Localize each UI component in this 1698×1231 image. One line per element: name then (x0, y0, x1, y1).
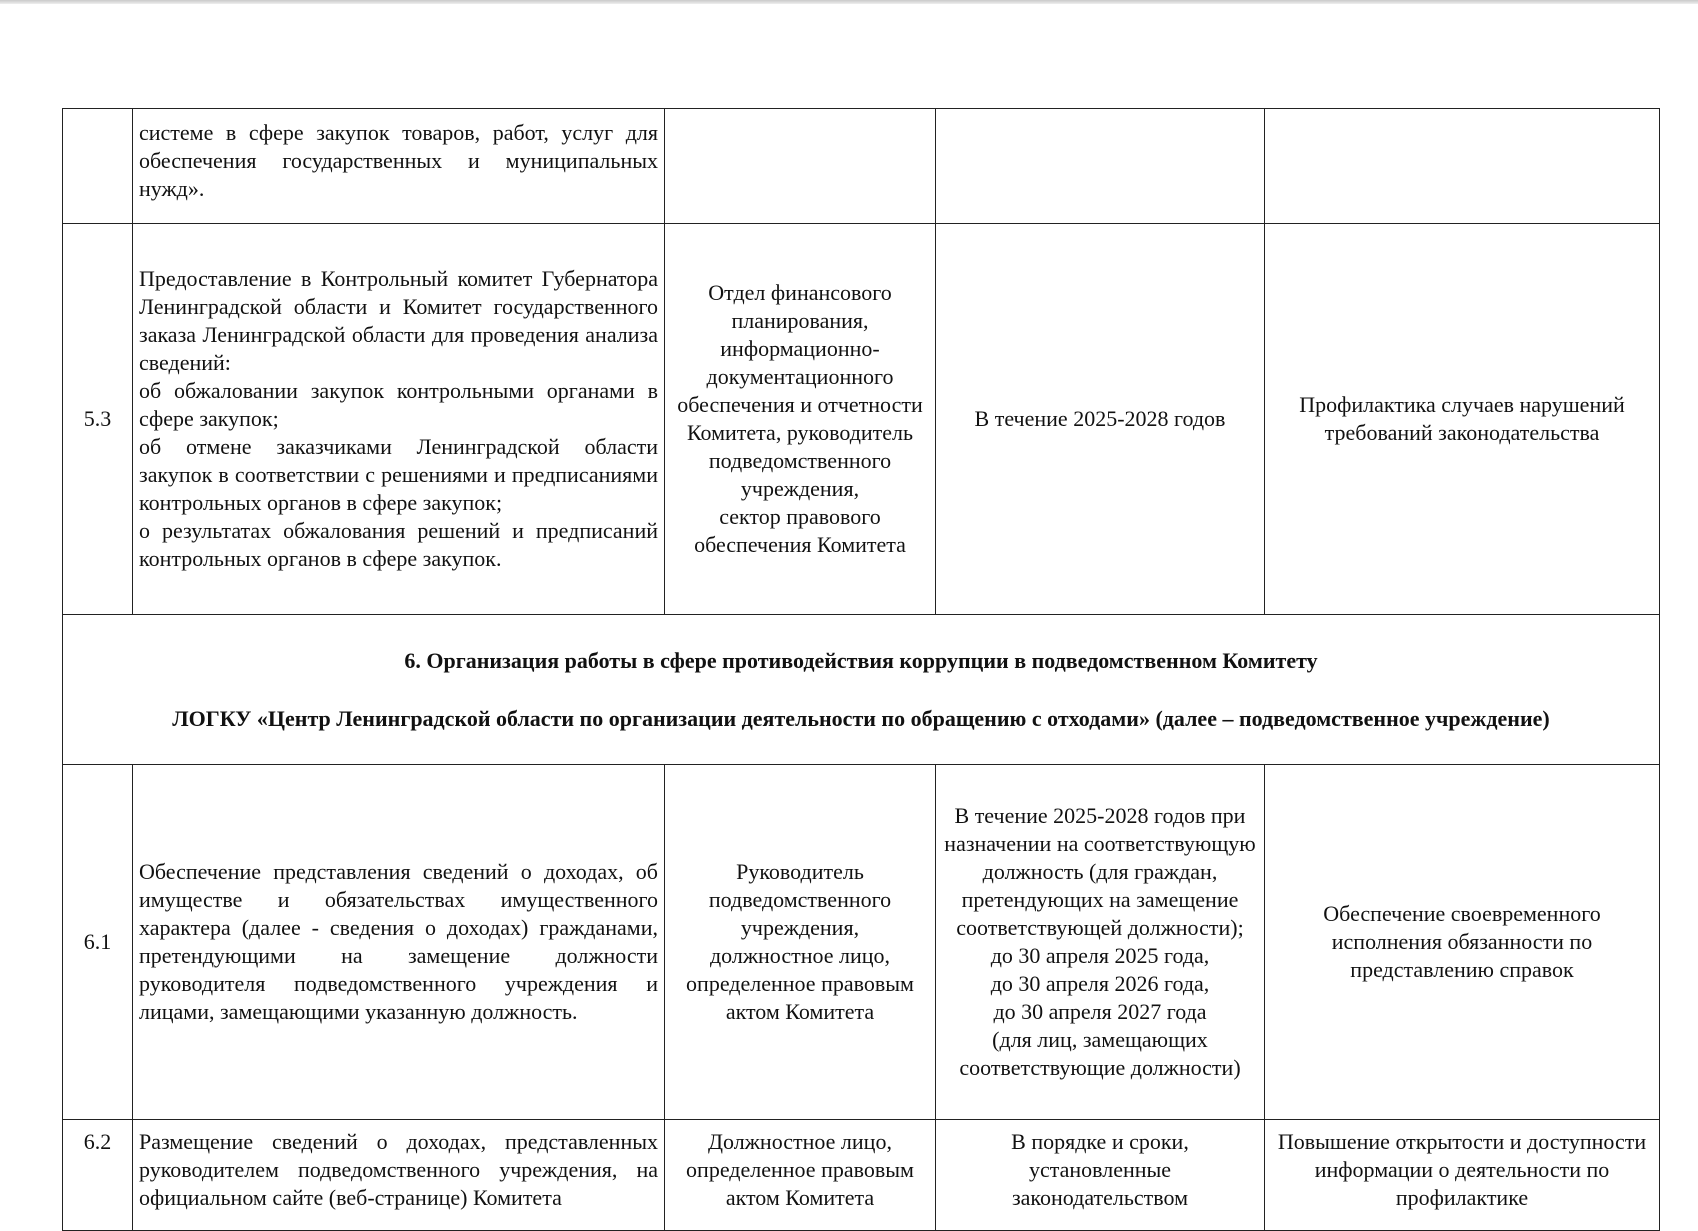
section-heading-line-2: ЛОГКУ «Центр Ленинградской области по организации деятельности по обращению с отходами» (далее – подведомственное учреждение) (172, 706, 1550, 731)
table-row-5-3 (63, 224, 1660, 615)
result-cell: Повышение открытости и доступности информации о деятельности по профилактике (1265, 1120, 1660, 1231)
section-heading-line-1: 6. Организация работы в сфере противодействия коррупции в подведомственном Комитету (404, 648, 1318, 673)
responsible-cell: Должностное лицо, определенное правовым актом Комитета (665, 1120, 936, 1231)
action-cell: Обеспечение представления сведений о доходах, об имуществе и обязательствах имущественного характера (далее - сведения о доходах) гражданами, претендующими на замещение должности руководителя подведомственного учреждения и лицами, замещающими указанную должность. (133, 765, 665, 1120)
term-cell (936, 109, 1265, 224)
section-heading-row (63, 615, 1660, 765)
item-number: 6.2 (63, 1120, 133, 1231)
item-number (63, 109, 133, 224)
item-number: 6.1 (63, 765, 133, 1120)
action-cell: системе в сфере закупок товаров, работ, услуг для обеспечения государственных и муниципальных нужд». (133, 109, 665, 224)
responsible-cell (665, 109, 936, 224)
measures-table (62, 108, 1660, 1231)
term-cell: В порядке и сроки, установленные законодательством (936, 1120, 1265, 1231)
responsible-cell: Руководитель подведомственного учреждения, должностное лицо, определенное правовым актом Комитета (665, 765, 936, 1120)
responsible-cell: Отдел финансового планирования, информационно-документационного обеспечения и отчетности Комитета, руководитель подведомственного учреждения, сектор правового обеспечения Комитета (665, 224, 936, 615)
table-row-continuation (63, 109, 1660, 224)
scan-edge (0, 0, 1698, 4)
term-cell: В течение 2025-2028 годов (936, 224, 1265, 615)
action-cell: Размещение сведений о доходах, представленных руководителем подведомственного учреждения, на официальном сайте (веб-странице) Комитета (133, 1120, 665, 1231)
table-row-6-1 (63, 765, 1660, 1120)
result-cell (1265, 109, 1660, 224)
table-row-6-2 (63, 1120, 1660, 1231)
result-cell: Обеспечение своевременного исполнения обязанности по представлению справок (1265, 765, 1660, 1120)
item-number: 5.3 (63, 224, 133, 615)
section-6-heading (63, 615, 1660, 765)
term-cell: В течение 2025-2028 годов при назначении на соответствующую должность (для граждан, претендующих на замещение соответствующей должности); до 30 апреля 2025 года, до 30 апреля 2026 года, до 30 апреля 2027 года (для лиц, замещающих соответствующие должности) (936, 765, 1265, 1120)
result-cell: Профилактика случаев нарушений требований законодательства (1265, 224, 1660, 615)
action-cell: Предоставление в Контрольный комитет Губернатора Ленинградской области и Комитет государственного заказа Ленинградской области для проведения анализа сведений: об обжаловании закупок контрольными органами в сфере закупок; об отмене заказчиками Ленинградской области закупок в соответствии с решениями и предписаниями контрольных органов в сфере закупок; о результатах обжалования решений и предписаний контрольных органов в сфере закупок. (133, 224, 665, 615)
